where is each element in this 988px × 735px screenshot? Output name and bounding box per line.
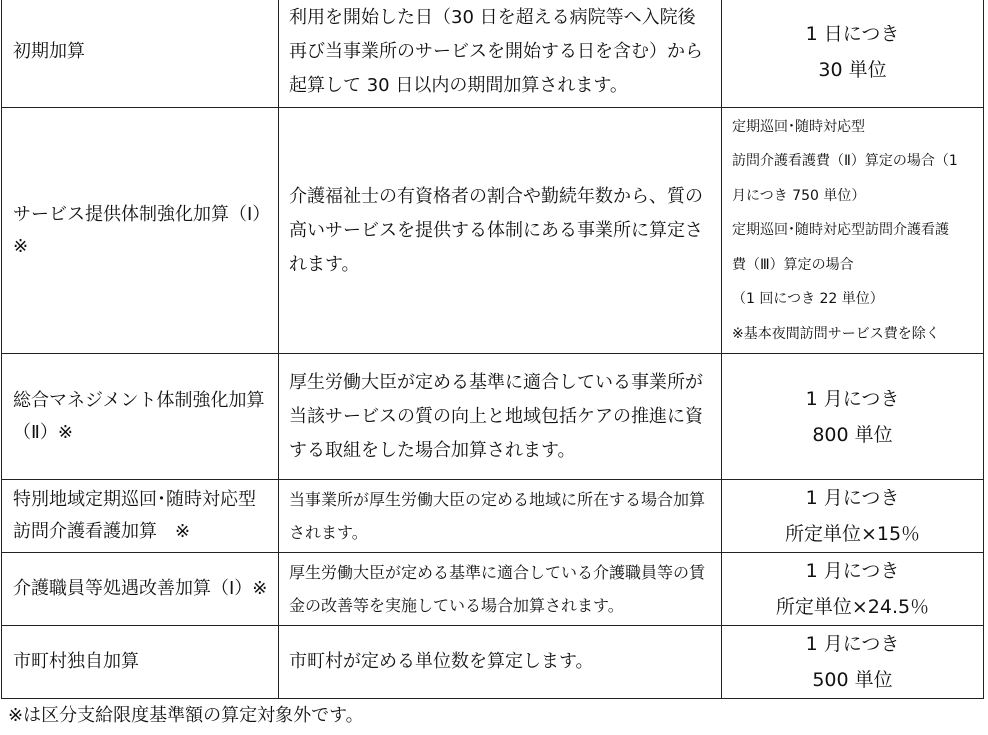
addition-name: 介護職員等処遇改善加算（Ⅰ）※ [2,553,279,626]
unit-line: 1 日につき [805,23,900,45]
unit-line: （1 回につき 22 単位） [732,291,884,308]
table-row [2,553,984,626]
footnote: ※は区分支給限度基準額の算定対象外です。 [8,705,364,726]
unit-line: 所定単位×15％ [784,523,921,545]
unit-line: 1 月につき [805,560,900,582]
unit-line: 定期巡回･随時対応型訪問介護看護 [732,222,949,239]
addition-unit [722,354,984,480]
unit-line: 所定単位×24.5％ [775,596,930,618]
unit-line: 1 月につき [805,387,900,410]
addition-name: 市町村独自加算 [2,626,279,699]
addition-description: 介護福祉士の有資格者の割合や勤続年数から、質の高いサービスを提供する体制にある事業所に算定されます。 [279,108,722,354]
unit-line: 1 月につき [805,633,900,655]
addition-description: 市町村が定める単位数を算定します。 [279,626,722,699]
unit-line: 定期巡回･随時対応型 [732,118,865,135]
table-row [2,108,984,354]
addition-name: 初期加算 [2,0,279,108]
addition-description: 厚生労働大臣が定める基準に適合している事業所が当該サービスの質の向上と地域包括ケアの推進に資する取組をした場合加算されます。 [279,354,722,480]
addition-name: 総合マネジメント体制強化加算（Ⅱ）※ [2,354,279,480]
addition-description: 当事業所が厚生労働大臣の定める地域に所在する場合加算されます。 [279,480,722,553]
unit-line: 1 月につき [805,487,900,509]
unit-line: 月につき 750 単位） [732,187,866,204]
addition-unit [722,553,984,626]
addition-unit [722,108,984,354]
unit-line: ※基本夜間訪問サービス費を除く [732,325,940,342]
unit-line: 500 単位 [812,669,893,691]
addition-unit [722,626,984,699]
addition-name: 特別地域定期巡回･随時対応型訪問介護看護加算 ※ [2,480,279,553]
addition-description: 厚生労働大臣が定める基準に適合している介護職員等の賃金の改善等を実施している場合加算されます。 [279,553,722,626]
unit-line: 費（Ⅲ）算定の場合 [732,256,854,273]
unit-line: 訪問介護看護費（Ⅱ）算定の場合（1 [732,153,958,170]
addition-name: サービス提供体制強化加算（Ⅰ）※ [2,108,279,354]
unit-line: 30 単位 [818,59,887,81]
table-row [2,0,984,108]
unit-line: 800 単位 [812,423,893,446]
addition-table [1,0,984,699]
addition-description: 利用を開始した日（30 日を超える病院等へ入院後再び当事業所のサービスを開始する日を含む）から起算して 30 日以内の期間加算されます。 [279,0,722,108]
addition-unit [722,0,984,108]
addition-unit [722,480,984,553]
table-row [2,480,984,553]
table-row [2,354,984,480]
table-row [2,626,984,699]
